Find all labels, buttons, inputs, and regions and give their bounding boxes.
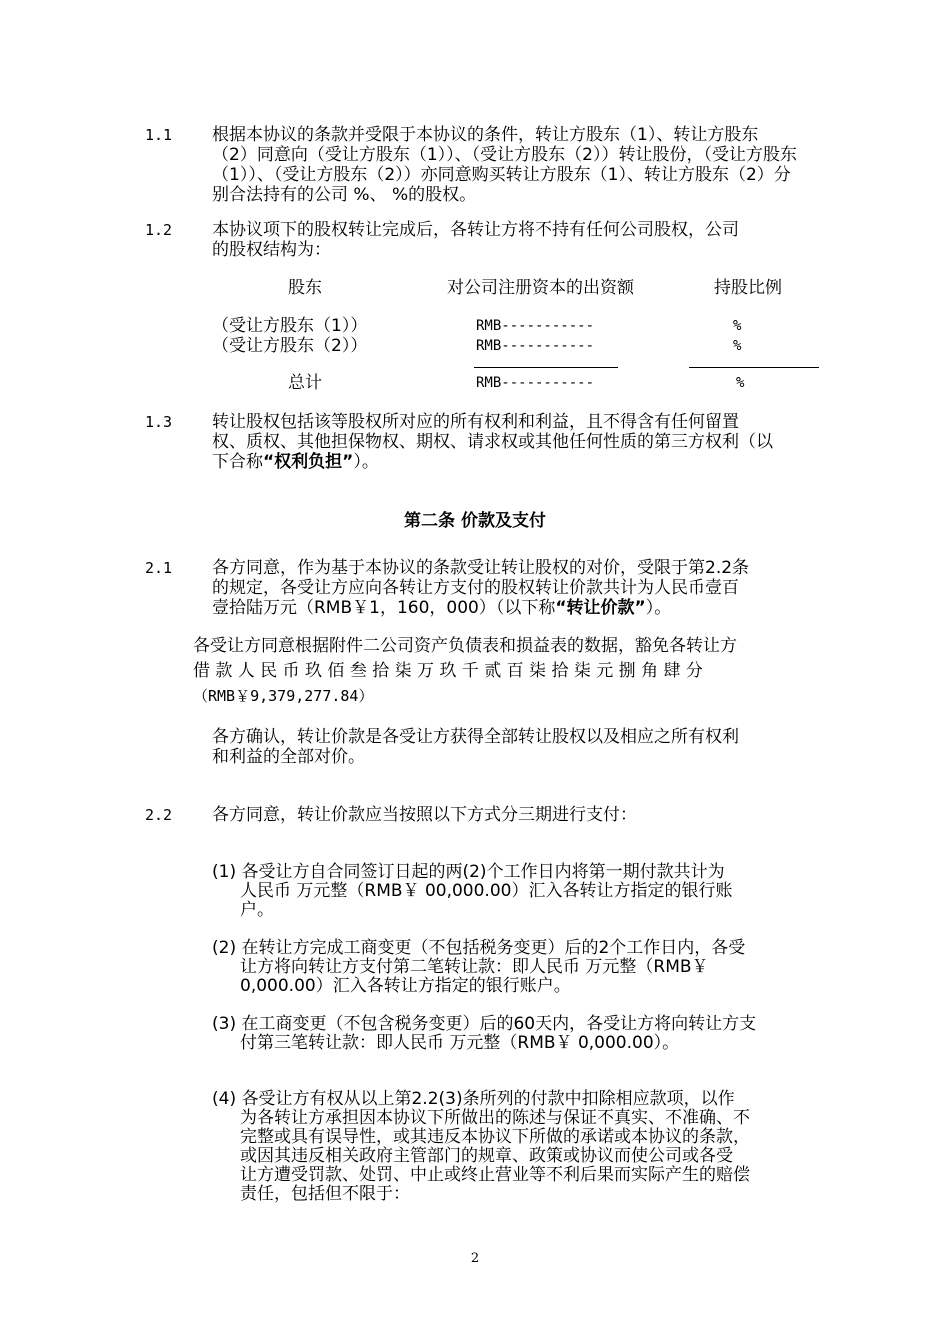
table-row-ratio: %: [733, 318, 742, 334]
clause-number-1-3: 1.3: [145, 413, 173, 431]
installment-line: 人民币 万元整（RMB￥ 00,000.00）汇入各转让方指定的银行账: [240, 881, 733, 901]
clause-number-2-2: 2.2: [145, 806, 173, 824]
clause-line: [212, 452, 379, 472]
clause-line: （2）同意向（受让方股东（1））、（受让方股东（2））转让股份，（受让方股东: [212, 145, 797, 165]
table-row-holder: （受让方股东（2））: [212, 336, 368, 356]
clause-2-2-intro: 各方同意，转让价款应当按照以下方式分三期进行支付：: [212, 805, 637, 825]
article-2-title: 第二条 价款及支付: [404, 511, 546, 531]
installment-line: 0,000.00）汇入各转让方指定的银行账户。: [240, 976, 571, 996]
total-rule-amount: [474, 367, 618, 368]
installment-line: 户。: [240, 900, 274, 920]
defined-term: “权利负担”: [263, 452, 354, 472]
clause-text: 下合称: [212, 452, 263, 472]
paragraph-line: （RMB￥9,379,277.84）: [193, 687, 374, 705]
clause-line: 权、质权、其他担保物权、期权、请求权或其他任何性质的第三方权利（以: [212, 432, 773, 452]
clause-line: 各方同意，作为基于本协议的条款受让转让股权的对价，受限于第2.2条: [212, 558, 750, 578]
clause-line: 的规定，各受让方应向各转让方支付的股权转让价款共计为人民币壹百: [212, 578, 739, 598]
installment-line: 或因其违反相关政府主管部门的规章、政策或协议而使公司或各受: [240, 1146, 733, 1166]
table-row-ratio: %: [733, 338, 742, 354]
table-row-amount: RMB-----------: [476, 318, 595, 334]
paragraph-line: 各受让方同意根据附件二公司资产负债表和损益表的数据，豁免各转让方: [193, 636, 737, 656]
clause-line: 的股权结构为：: [212, 240, 331, 260]
table-total-label: 总计: [288, 373, 322, 393]
installment-line: (4) 各受让方有权从以上第2.2(3)条所列的付款中扣除相应款项，以作: [212, 1089, 735, 1109]
clause-line: 根据本协议的条款并受限于本协议的条件，转让方股东（1）、转让方股东: [212, 125, 759, 145]
table-row-amount: RMB-----------: [476, 338, 595, 354]
clause-line: 别合法持有的公司 %、 %的股权。: [212, 185, 477, 205]
page-number: 2: [470, 1251, 480, 1266]
table-total-ratio: %: [736, 375, 745, 391]
clause-number-2-1: 2.1: [145, 559, 173, 577]
clause-text: 壹拾陆万元（RMB￥1，160，000）（以下称: [212, 598, 556, 618]
installment-line: (3) 在工商变更（不包含税务变更）后的60天内，各受让方将向转让方支: [212, 1014, 757, 1034]
installment-line: 付第三笔转让款：即人民币 万元整（RMB￥ 0,000.00）。: [240, 1033, 680, 1053]
paragraph-line: 各方确认，转让价款是各受让方获得全部转让股权以及相应之所有权利: [212, 727, 739, 747]
table-header-amount: 对公司注册资本的出资额: [447, 278, 634, 298]
paragraph-line: 借 款 人 民 币 玖 佰 叁 拾 柒 万 玖 千 贰 百 柒 拾 柒 元 捌 角 肆 分: [193, 661, 703, 681]
clause-text: ）。: [353, 452, 379, 472]
installment-line: 为各转让方承担因本协议下所做出的陈述与保证不真实、不准确、不: [240, 1108, 750, 1128]
installment-line: (2) 在转让方完成工商变更（不包括税务变更）后的2个工作日内，各受: [212, 938, 746, 958]
installment-line: 责任，包括但不限于：: [240, 1184, 410, 1204]
installment-line: 完整或具有误导性，或其违反本协议下所做的承诺或本协议的条款，: [240, 1127, 750, 1147]
defined-term: “转让价款”: [555, 598, 646, 618]
table-header-holder: 股东: [288, 278, 322, 298]
table-total-amount: RMB-----------: [476, 375, 595, 391]
table-header-ratio: 持股比例: [714, 278, 782, 298]
table-row-holder: （受让方股东（1））: [212, 316, 368, 336]
clause-line: （1））、（受让方股东（2））亦同意购买转让方股东（1）、转让方股东（2）分: [212, 165, 791, 185]
paragraph-line: 和利益的全部对价。: [212, 747, 365, 767]
clause-line: 转让股权包括该等股权所对应的所有权利和利益，且不得含有任何留置: [212, 412, 739, 432]
installment-line: (1) 各受让方自合同签订日起的两(2)个工作日内将第一期付款共计为: [212, 862, 725, 882]
total-rule-ratio: [689, 367, 819, 368]
clause-number-1-2: 1.2: [145, 221, 173, 239]
installment-line: 让方将向转让方支付第二笔转让款：即人民币 万元整（RMB￥: [240, 957, 709, 977]
clause-text: ）。: [645, 598, 672, 618]
clause-line: 本协议项下的股权转让完成后，各转让方将不持有任何公司股权，公司: [212, 220, 739, 240]
clause-line: [212, 598, 671, 618]
installment-line: 让方遭受罚款、处罚、中止或终止营业等不利后果而实际产生的赔偿: [240, 1165, 750, 1185]
clause-number-1-1: 1.1: [145, 126, 173, 144]
